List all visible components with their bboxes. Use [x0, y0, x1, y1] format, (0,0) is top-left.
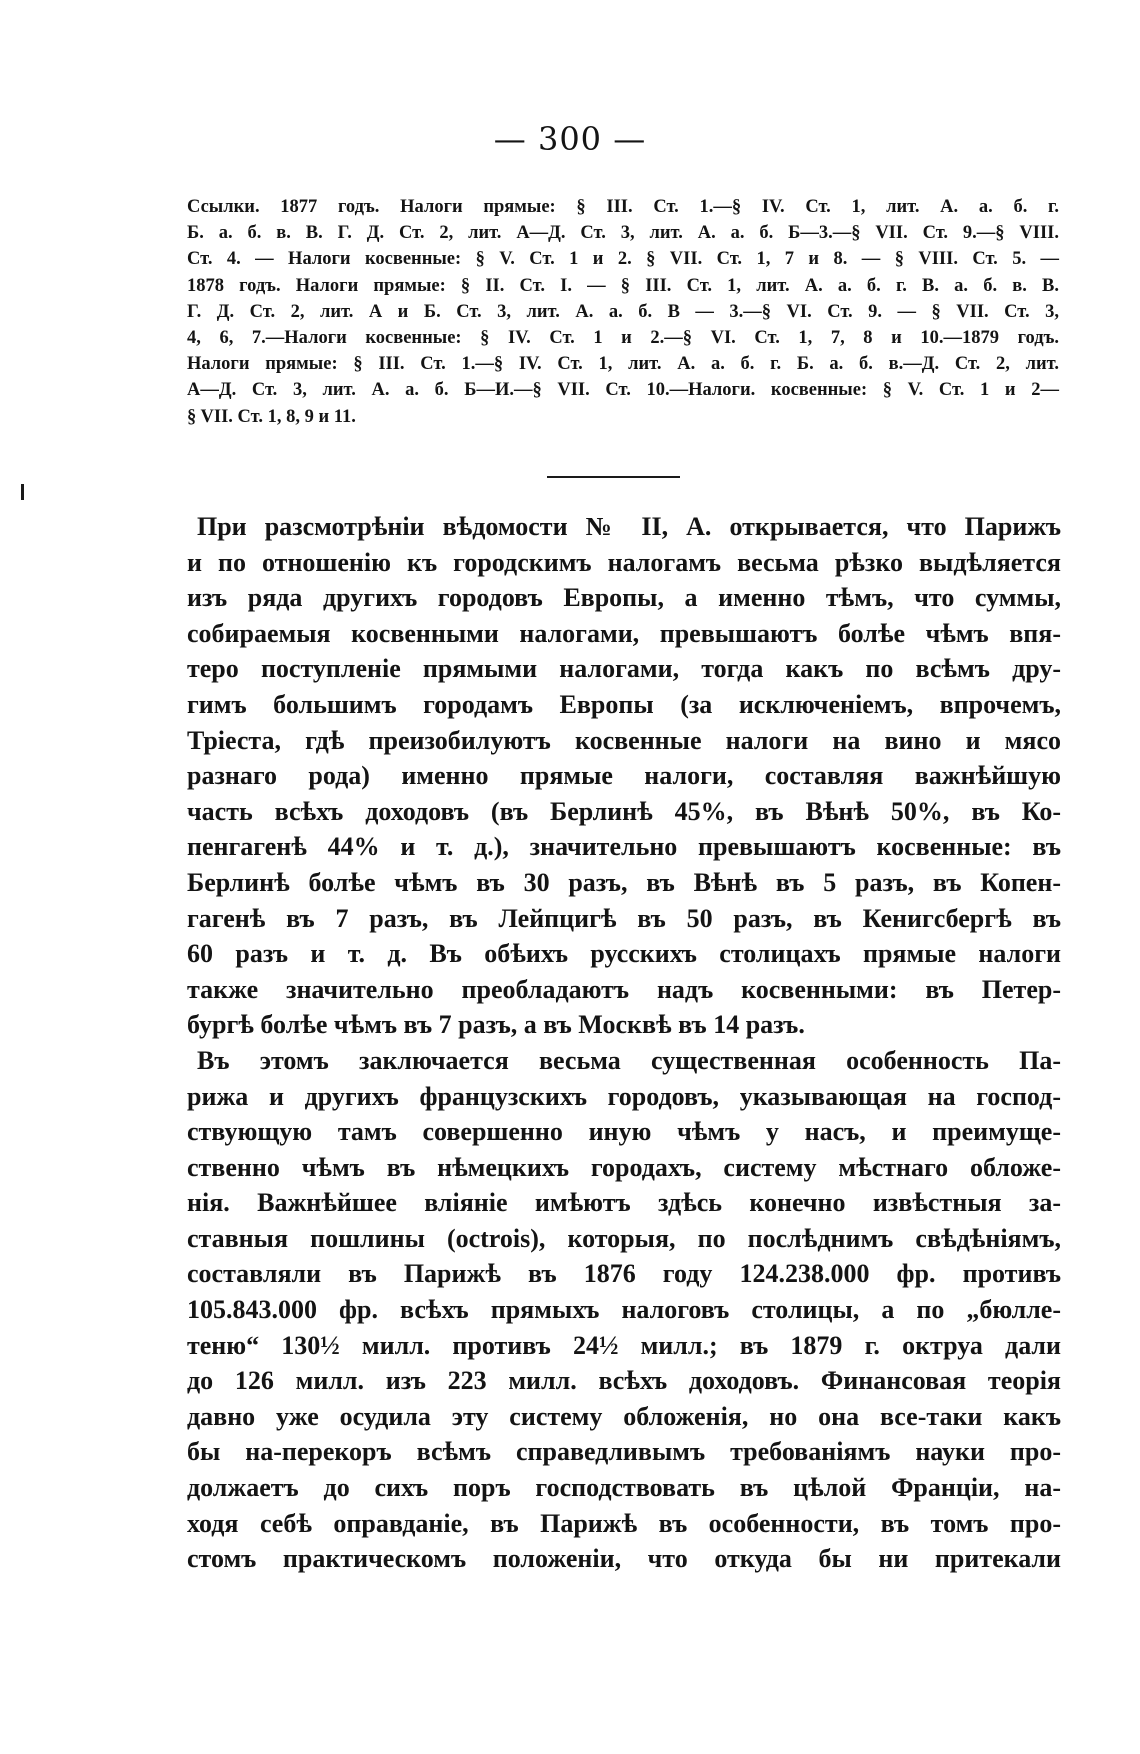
body-line: и по отношенію къ городскимъ налогамъ весьма рѣзко выдѣляется	[187, 547, 1061, 577]
section-divider	[547, 476, 680, 478]
body-line: пенгагенѣ 44% и т. д.), значительно превышаютъ косвенные: въ	[187, 832, 1061, 862]
page-number: — 300 —	[493, 120, 647, 158]
reference-line: Налоги прямые: § III. Ст. 1.—§ IV. Ст. 1, лит. А. а. б. г. Б. а. б. в.—Д. Ст. 2, лит.	[187, 354, 1059, 375]
body-line: разнаго рода) именно прямые налоги, составляя важнѣйшую	[187, 761, 1061, 791]
body-line: должаетъ до сихъ поръ господствовать въ цѣлой Франціи, на-	[187, 1473, 1061, 1503]
references-block	[187, 194, 1059, 430]
body-line: составляли въ Парижѣ въ 1876 году 124.238.000 фр. противъ	[187, 1259, 1061, 1289]
body-line: 60 разъ и т. д. Въ обѣихъ русскихъ столицахъ прямые налоги	[187, 939, 1061, 969]
reference-line: Ст. 4. — Налоги косвенные: § V. Ст. 1 и 2. § VII. Ст. 1, 7 и 8. — § VIII. Ст. 5. —	[187, 249, 1059, 270]
reference-line: Б. а. б. в. В. Г. Д. Ст. 2, лит. А—Д. Ст. 3, лит. А. а. б. Б—3.—§ VII. Ст. 9.—§ VIII.	[187, 223, 1059, 244]
body-line: ственно чѣмъ въ нѣмецкихъ городахъ, систему мѣстнаго обложе-	[187, 1152, 1061, 1182]
reference-line: Г. Д. Ст. 2, лит. А и Б. Ст. 3, лит. А. а. б. В — 3.—§ VI. Ст. 9. — § VII. Ст. 3,	[187, 301, 1059, 322]
body-line: часть всѣхъ доходовъ (въ Берлинѣ 45%, въ Вѣнѣ 50%, въ Ко-	[187, 796, 1061, 826]
body-line: 105.843.000 фр. всѣхъ прямыхъ налоговъ столицы, а по „бюлле-	[187, 1295, 1061, 1325]
body-text	[187, 509, 1061, 1577]
reference-line: 4, 6, 7.—Налоги косвенные: § IV. Ст. 1 и 2.—§ VI. Ст. 1, 7, 8 и 10.—1879 годъ.	[187, 328, 1059, 349]
body-line: ствующую тамъ совершенно иную чѣмъ у насъ, и преимуще-	[187, 1117, 1061, 1147]
body-line: ставныя пошлины (octrois), которыя, по послѣднимъ свѣдѣніямъ,	[187, 1223, 1061, 1253]
body-line: Въ этомъ заключается весьма существенная особенность Па-	[197, 1045, 1061, 1075]
body-line: до 126 милл. изъ 223 милл. всѣхъ доходовъ. Финансовая теорія	[187, 1366, 1061, 1396]
body-line: нія. Важнѣйшее вліяніе имѣютъ здѣсь конечно извѣстныя за-	[187, 1188, 1061, 1218]
body-line: давно уже осудила эту систему обложенія, но она все-таки какъ	[187, 1401, 1061, 1431]
body-line: стомъ практическомъ положеніи, что откуда бы ни притекали	[187, 1544, 1061, 1574]
body-line: гимъ большимъ городамъ Европы (за исключеніемъ, впрочемъ,	[187, 689, 1061, 719]
reference-line: А—Д. Ст. 3, лит. А. а. б. Б—И.—§ VII. Ст. 10.—Налоги. косвенные: § V. Ст. 1 и 2—	[187, 380, 1059, 401]
body-line: При разсмотрѣніи вѣдомости № II, А. открывается, что Парижъ	[197, 512, 1061, 541]
body-line: гагенѣ въ 7 разъ, въ Лейпцигѣ въ 50 разъ, въ Кенигсбергѣ въ	[187, 903, 1061, 933]
body-line: рижа и другихъ французскихъ городовъ, указывающая на господ-	[187, 1081, 1061, 1111]
body-line: Берлинѣ болѣе чѣмъ въ 30 разъ, въ Вѣнѣ въ 5 разъ, въ Копен-	[187, 867, 1061, 897]
reference-line: Ссылки. 1877 годъ. Налоги прямые: § III. Ст. 1.—§ IV. Ст. 1, лит. А. а. б. г.	[187, 197, 1059, 217]
margin-mark	[21, 484, 24, 500]
reference-line: 1878 годъ. Налоги прямые: § II. Ст. I. — § III. Ст. 1, лит. А. а. б. г. В. а. б. в. В.	[187, 275, 1059, 296]
body-line: бы на-перекоръ всѣмъ справедливымъ требованіямъ науки про-	[187, 1437, 1061, 1467]
body-line: собираемыя косвенными налогами, превышаютъ болѣе чѣмъ впя-	[187, 618, 1061, 648]
body-line: ходя себѣ оправданіе, въ Парижѣ въ особенности, въ томъ про-	[187, 1508, 1061, 1538]
body-line: Тріеста, гдѣ преизобилуютъ косвенные налоги на вино и мясо	[187, 725, 1061, 755]
body-line: также значительно преобладаютъ надъ косвенными: въ Петер-	[187, 974, 1061, 1004]
body-line: бургѣ болѣе чѣмъ въ 7 разъ, а въ Москвѣ въ 14 разъ.	[187, 1010, 805, 1040]
body-line: теро поступленіе прямыми налогами, тогда какъ по всѣмъ дру-	[187, 654, 1061, 684]
body-line: теню“ 130½ милл. противъ 24½ милл.; въ 1879 г. октруа дали	[187, 1330, 1061, 1360]
reference-line: § VII. Ст. 1, 8, 9 и 11.	[187, 406, 356, 427]
body-line: изъ ряда другихъ городовъ Европы, а именно тѣмъ, что суммы,	[187, 583, 1061, 613]
